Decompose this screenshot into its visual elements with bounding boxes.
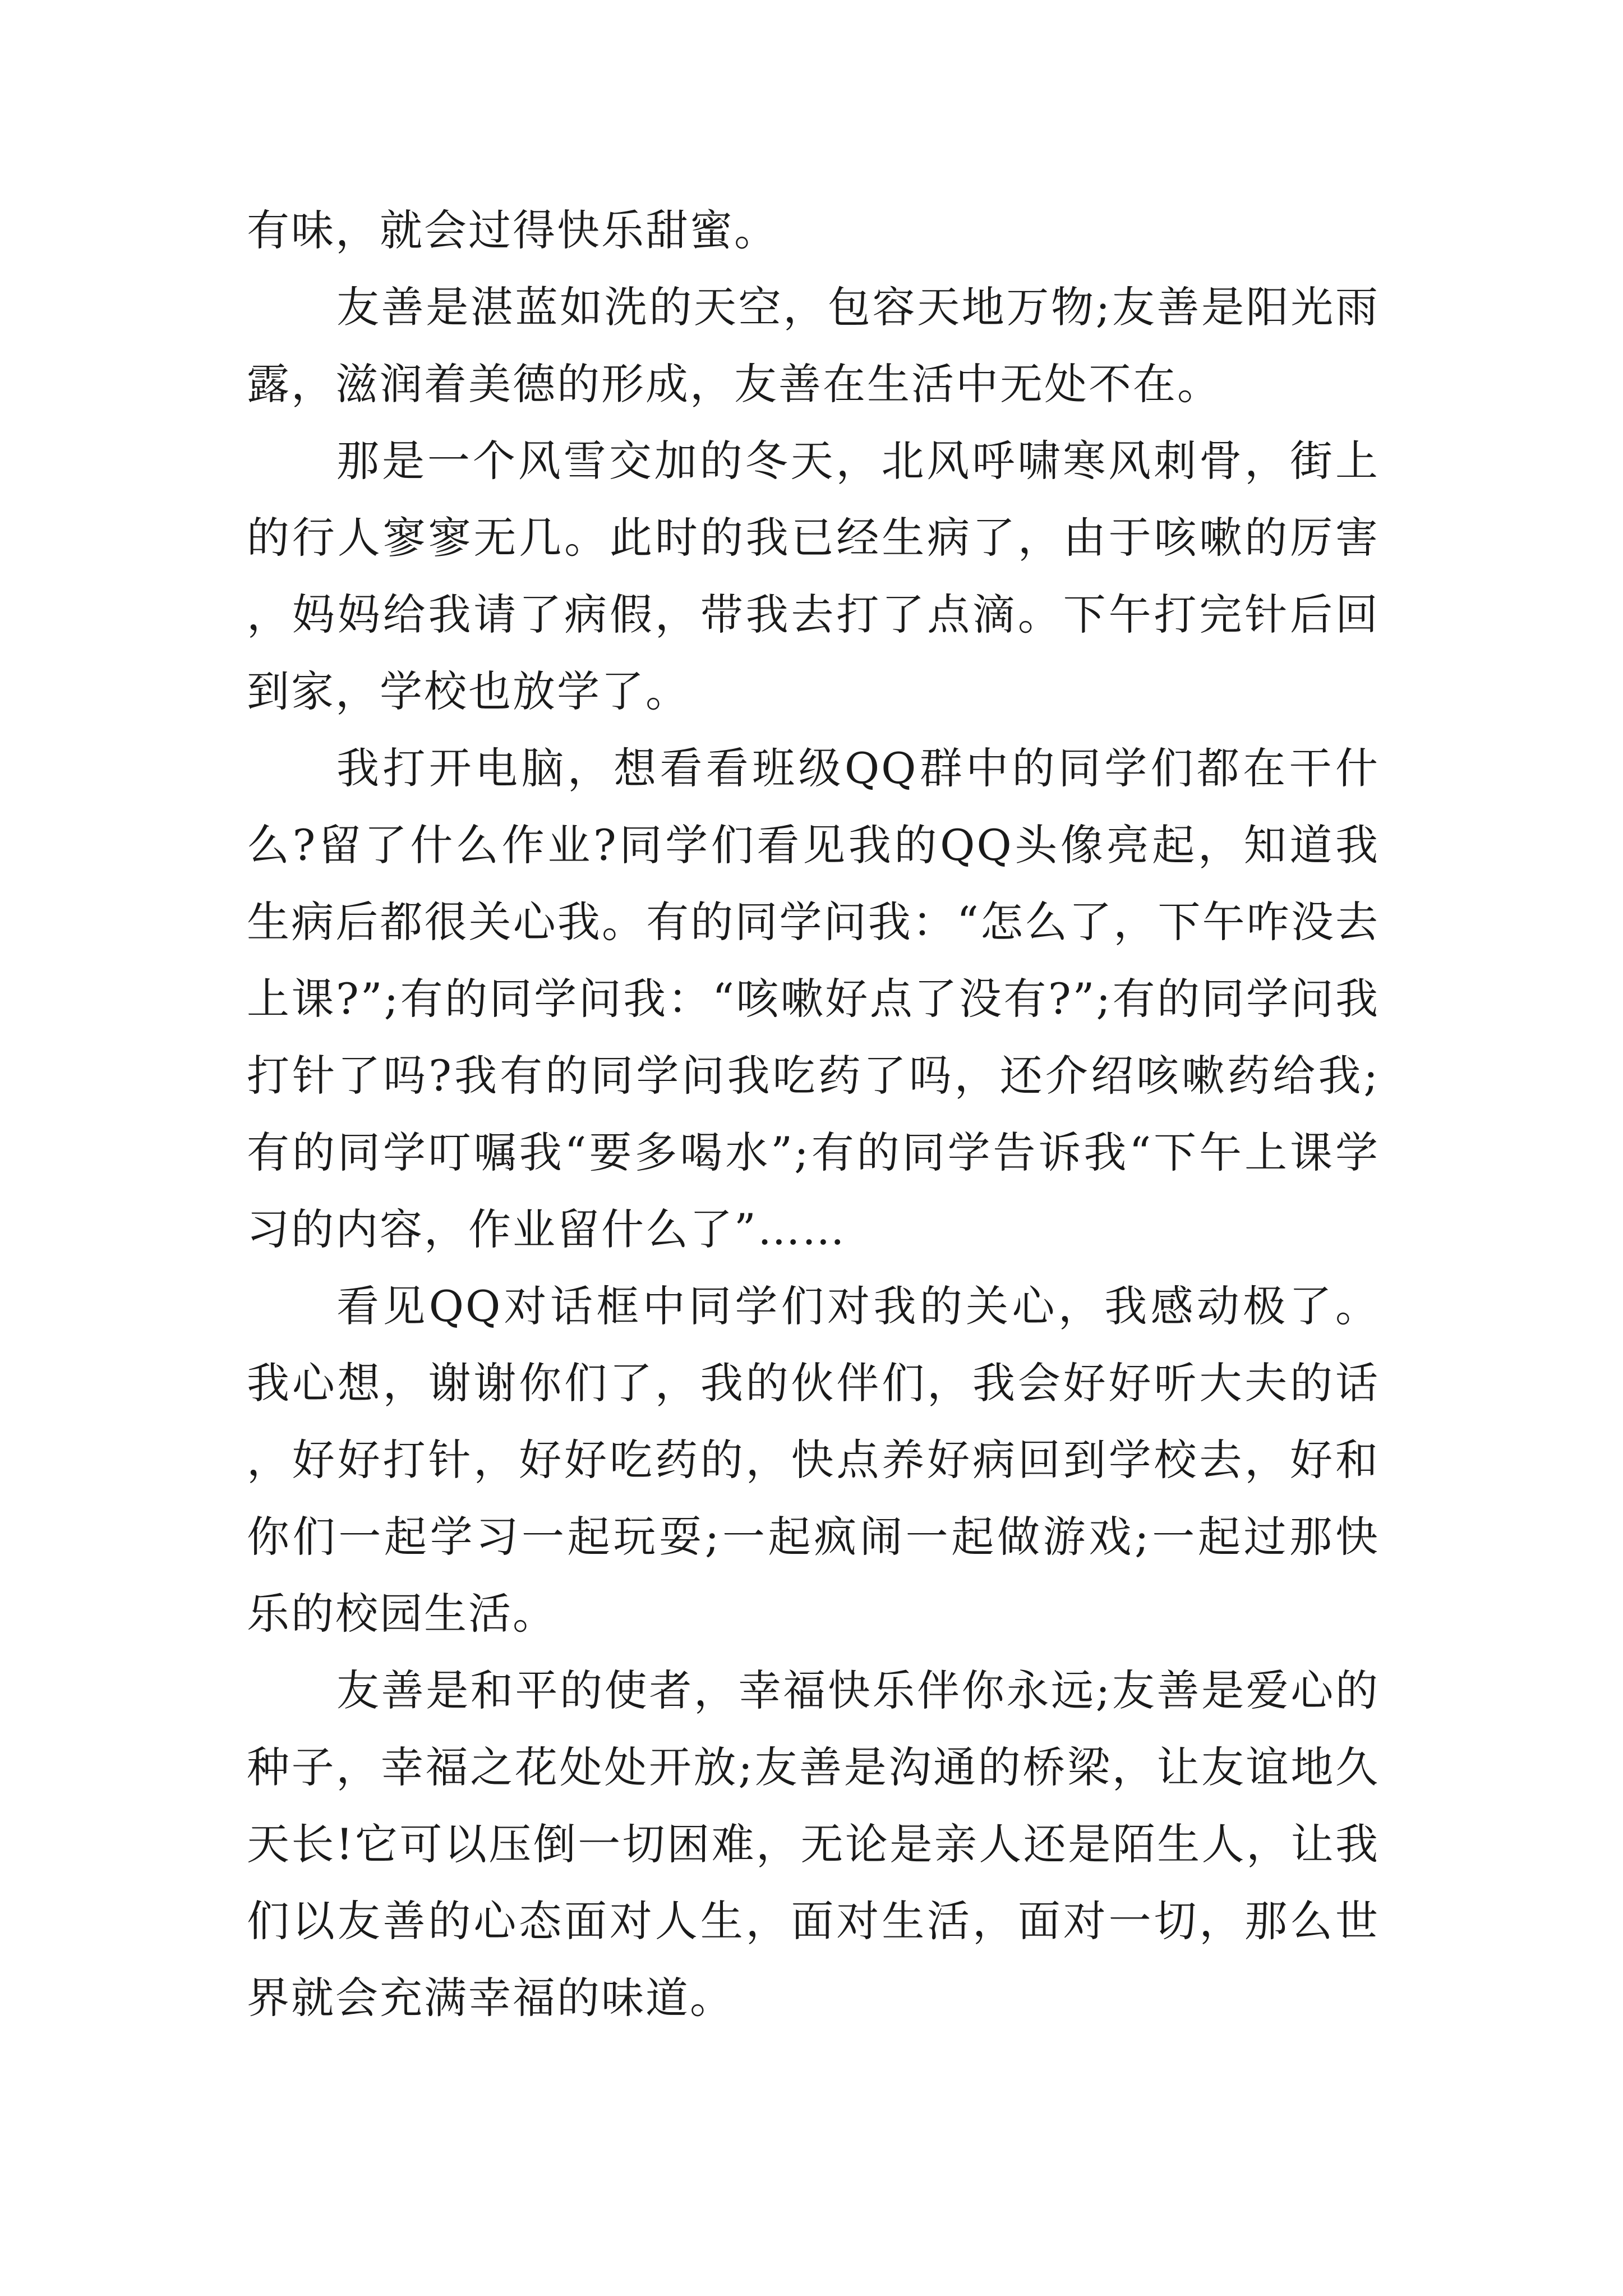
paragraph-winter-illness: 那是一个风雪交加的冬天，北风呼啸寒风刺骨，街上的行人寥寥无几。此时的我已经生病了，由于咳嗽的厉害，妈妈给我请了病假，带我去打了点滴。下午打完针后回到家，学校也放学了。	[247, 436, 1380, 716]
document-body	[247, 192, 1380, 2036]
paragraph-gratitude: 看见QQ对话框中同学们对我的关心，我感动极了。我心想，谢谢你们了，我的伙伴们，我会好好听大夫的话，好好打针，好好吃药的，快点养好病回到学校去，好和你们一起学习一起玩耍;一起疯闹一起做游戏;一起过那快乐的校园生活。	[247, 1281, 1380, 1639]
paragraph-conclusion: 友善是和平的使者，幸福快乐伴你永远;友善是爱心的种子，幸福之花处处开放;友善是沟通的桥梁，让友谊地久天长!它可以压倒一切困难，无论是亲人还是陌生人，让我们以友善的心态面对人生，面对生活，面对一切，那么世界就会充满幸福的味道。	[247, 1665, 1380, 2023]
paragraph-friendliness-sky: 友善是湛蓝如洗的天空，包容天地万物;友善是阳光雨露，滋润着美德的形成，友善在生活中无处不在。	[247, 282, 1380, 409]
paragraph-qq-group: 我打开电脑，想看看班级QQ群中的同学们都在干什么?留了什么作业?同学们看见我的QQ头像亮起，知道我生病后都很关心我。有的同学问我：“怎么了，下午咋没去上课?”;有的同学问我：“咳嗽好点了没有?”;有的同学问我打针了吗?我有的同学问我吃药了吗，还介绍咳嗽药给我;有的同学叮嘱我“要多喝水”;有的同学告诉我“下午上课学习的内容，作业留什么了”……	[247, 743, 1380, 1254]
paragraph-continuation: 有味，就会过得快乐甜蜜。	[247, 205, 778, 255]
